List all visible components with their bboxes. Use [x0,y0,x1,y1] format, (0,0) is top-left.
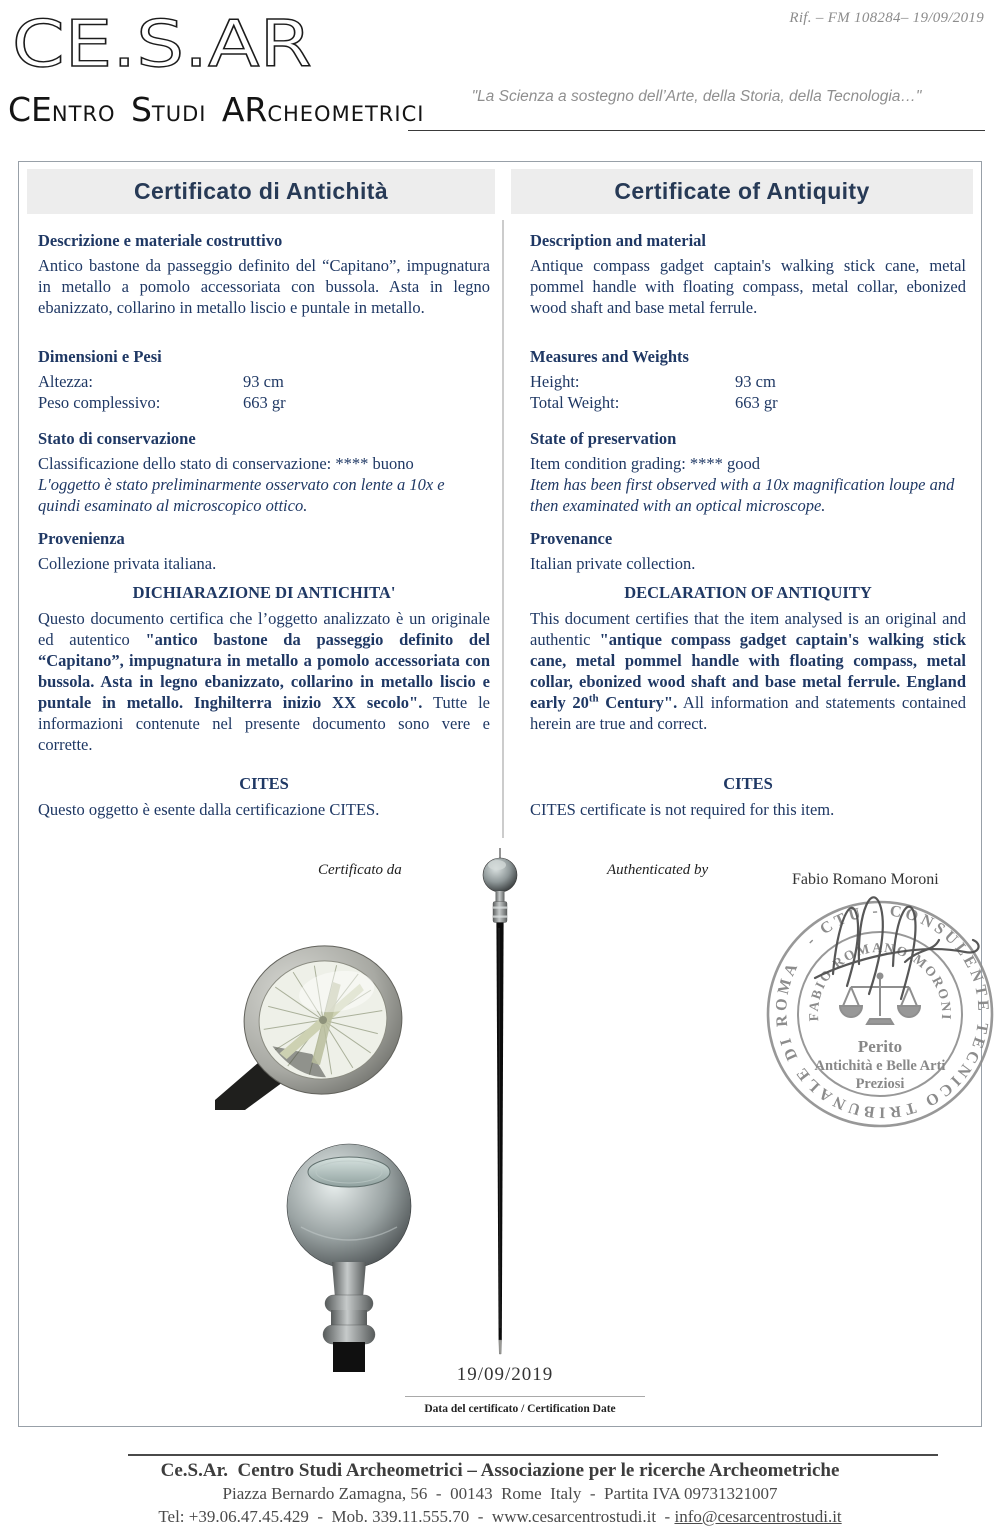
section-heading: Measures and Weights [530,347,689,366]
notary-stamp [755,866,1000,1134]
stamp-line2: Antichità e Belle Arti [814,1058,946,1074]
dimension-row: Altezza: 93 cm [38,372,284,391]
authenticated-by-label: Authenticated by [607,862,709,878]
footer-contacts: Tel: +39.06.47.45.429 - Mob. 339.11.555.70 - www.cesarcentrostudi.it - info@cesarcentrostudi.it [158,1507,842,1526]
column-italian [38,224,490,820]
dimension-row: Peso complessivo: 663 gr [38,393,286,412]
cites-heading-en: CITES [723,774,773,793]
cites-text-it: Questo oggetto è esente dalla certificazione CITES. [38,800,380,819]
cites-heading-it: CITES [239,774,289,793]
certification-date: 19/09/2019 [456,1364,554,1385]
provenance-text-en: Italian private collection. [530,554,696,573]
section-heading: Dimensioni e Pesi [38,347,162,366]
description-text-it: Antico bastone da passeggio definito del “Capitano”, impugnatura in metallo a pomolo accessoriata con bussola. Asta in legno ebanizzato, collarino in metallo liscio e puntale in metallo. [38,256,490,317]
section-heading: State of preservation [530,429,677,448]
stamp-ring-text: - CTU - CONSULENTE TECNICO TRIBUNALE DI ROMA [773,902,992,1121]
compass-photo [215,940,430,1110]
stamp-title: Perito [857,1037,903,1056]
cesar-logo-icon [8,4,338,84]
section-heading: Descrizione e materiale costruttivo [38,231,283,250]
declaration-heading-en: DECLARATION OF ANTIQUITY [624,583,872,602]
walking-stick-photo [455,848,545,1363]
stamp-arc-text: FABIO ROMANO MORONI [805,939,955,1022]
scales-of-justice-icon [840,974,920,1025]
reference-number: Rif. – FM 108284– 19/09/2019 [789,10,984,26]
column-english [530,224,966,820]
date-caption: Data del certificato / Certification Date [424,1403,616,1415]
section-heading: Provenienza [38,529,125,548]
declaration-text-it: Questo documento certifica che l’oggetto analizzato è un originale ed autentico "antico bastone da passeggio definito del “Capitano”, impugnatura in metallo a pomolo accessoriata con bussola. Asta in legno ebanizzato, collarino in metallo liscio e puntale in metallo. Inghilterra inizio XX secolo". Tutte le informazioni contenute nel presente documento sono vere e corrette. [38,609,491,754]
footer-organization: Ce.S.Ar. Centro Studi Archeometrici – Associazione per le ricerche Archeometriche [160,1460,840,1481]
pommel-photo [252,1132,447,1372]
section-heading: Provenance [530,529,613,548]
section-heading: Description and material [530,231,706,250]
column-divider [502,220,504,838]
header-rule [408,130,985,131]
stamp-circle-icon [768,902,992,1126]
signer-name: Fabio Romano Moroni [792,871,939,888]
logo-word-initial: CE [8,90,52,129]
section-heading: Stato di conservazione [38,429,196,448]
footer-address: Piazza Bernardo Zamagna, 56 - 00143 Rome Italy - Partita IVA 09731321007 [222,1484,778,1503]
description-text-en: Antique compass gadget captain's walking stick cane, metal pommel handle with floating compass, metal collar, ebonized wood shaft and base metal ferrule. [530,256,966,317]
condition-note-it: L'oggetto è stato preliminarmente osservato con lente a 10x e quindi esaminato al microscopico ottico. [38,475,445,515]
title-english: Certificate of Antiquity [511,169,973,214]
footer-rule [128,1454,938,1456]
logo-subtitle: CENTRO STUDI ARCHEOMETRICI [8,90,425,129]
provenance-text-it: Collezione privata italiana. [38,554,217,573]
tagline: "La Scienza a sostegno dell’Arte, della Storia, della Tecnologia…" [471,88,922,105]
date-rule [405,1396,645,1397]
cites-text-en: CITES certificate is not required for this item. [530,800,835,819]
title-italian: Certificato di Antichità [27,169,495,214]
dimension-row: Height: 93 cm [530,372,776,391]
condition-grading-it: Classificazione dello stato di conservazione: **** buono [38,454,414,473]
declaration-text-en: This document certifies that the item analysed is an original and authentic "antique compass gadget captain's walking stick cane, metal pommel handle with floating compass, metal collar, ebonized wood shaft and base metal ferrule. England early 20th Century". All information and statements contained herein are true and correct. [530,609,967,733]
condition-grading-en: Item condition grading: **** good [530,454,761,473]
certified-by-label: Certificato da [318,862,402,878]
email-link[interactable]: info@cesarcentrostudi.it [674,1507,842,1526]
logo-acronym: CE.S.AR [12,8,312,82]
declaration-heading-it: DICHIARAZIONE DI ANTICHITA' [132,583,396,602]
condition-note-en: Item has been first observed with a 10x magnification loupe and then examinated with an optical microscope. [530,475,955,515]
stamp-line3: Preziosi [855,1076,905,1092]
dimension-row: Total Weight: 663 gr [530,393,778,412]
